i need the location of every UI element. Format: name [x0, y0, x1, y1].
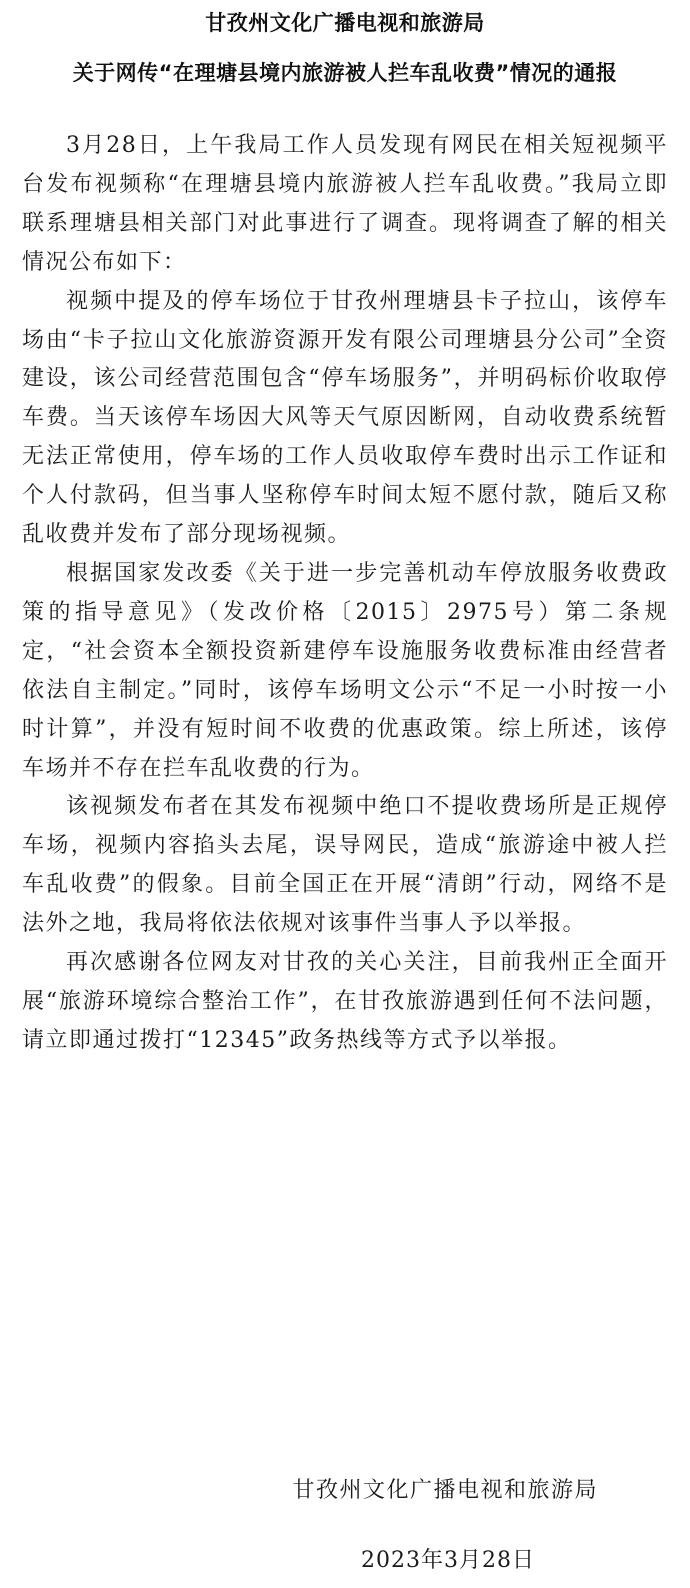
paragraph: 视频中提及的停车场位于甘孜州理塘县卡子拉山，该停车场由“卡子拉山文化旅游资源开发有限公司理塘县分公司”全资建设，该公司经营范围包含“停车场服务”，并明码标价收取停车费。当天该停车场因大风等天气原因断网，自动收费系统暂无法正常使用，停车场的工作人员收取停车费时出示工作证和个人付款码，但当事人坚称停车时间太短不愿付款，随后又称乱收费并发布了部分现场视频。: [22, 288, 668, 548]
paragraph: 再次感谢各位网友对甘孜的关心关注，目前我州正全面开展“旅游环境综合整治工作”，在甘孜旅游遇到任何不法问题，请立即通过拨打“12345”政务热线等方式予以举报。: [22, 950, 668, 1053]
paragraph: 3月28日，上午我局工作人员发现有网民在相关短视频平台发布视频称“在理塘县境内旅游被人拦车乱收费。”我局立即联系理塘县相关部门对此事进行了调查。现将调查了解的相关情况公布如下：: [22, 133, 668, 275]
notice-body: [22, 127, 668, 1061]
paragraph: 该视频发布者在其发布视频中绝口不提收费场所是正规停车场，视频内容掐头去尾，误导网民，造成“旅游途中被人拦车乱收费”的假象。目前全国正在开展“清朗”行动，网络不是法外之地，我局将依法依规对该事件当事人予以举报。: [22, 794, 668, 937]
signature: 甘孜州文化广播电视和旅游局: [292, 1478, 598, 1503]
issuer-heading: 甘孜州文化广播电视和旅游局: [205, 11, 485, 35]
notice-title: 关于网传“在理塘县境内旅游被人拦车乱收费”情况的通报: [72, 61, 618, 85]
issue-date: 2023年3月28日: [361, 1548, 535, 1573]
paragraph: 根据国家发改委《关于进一步完善机动车停放服务收费政策的指导意见》（发改价格〔2015〕2975号）第二条规定，“社会资本全额投资新建停车设施服务收费标准由经营者依法自主制定。”同时，该停车场明文公示“不足一小时按一小时计算”，并没有短时间不收费的优惠政策。综上所述，该停车场并不存在拦车乱收费的行为。: [22, 560, 668, 781]
